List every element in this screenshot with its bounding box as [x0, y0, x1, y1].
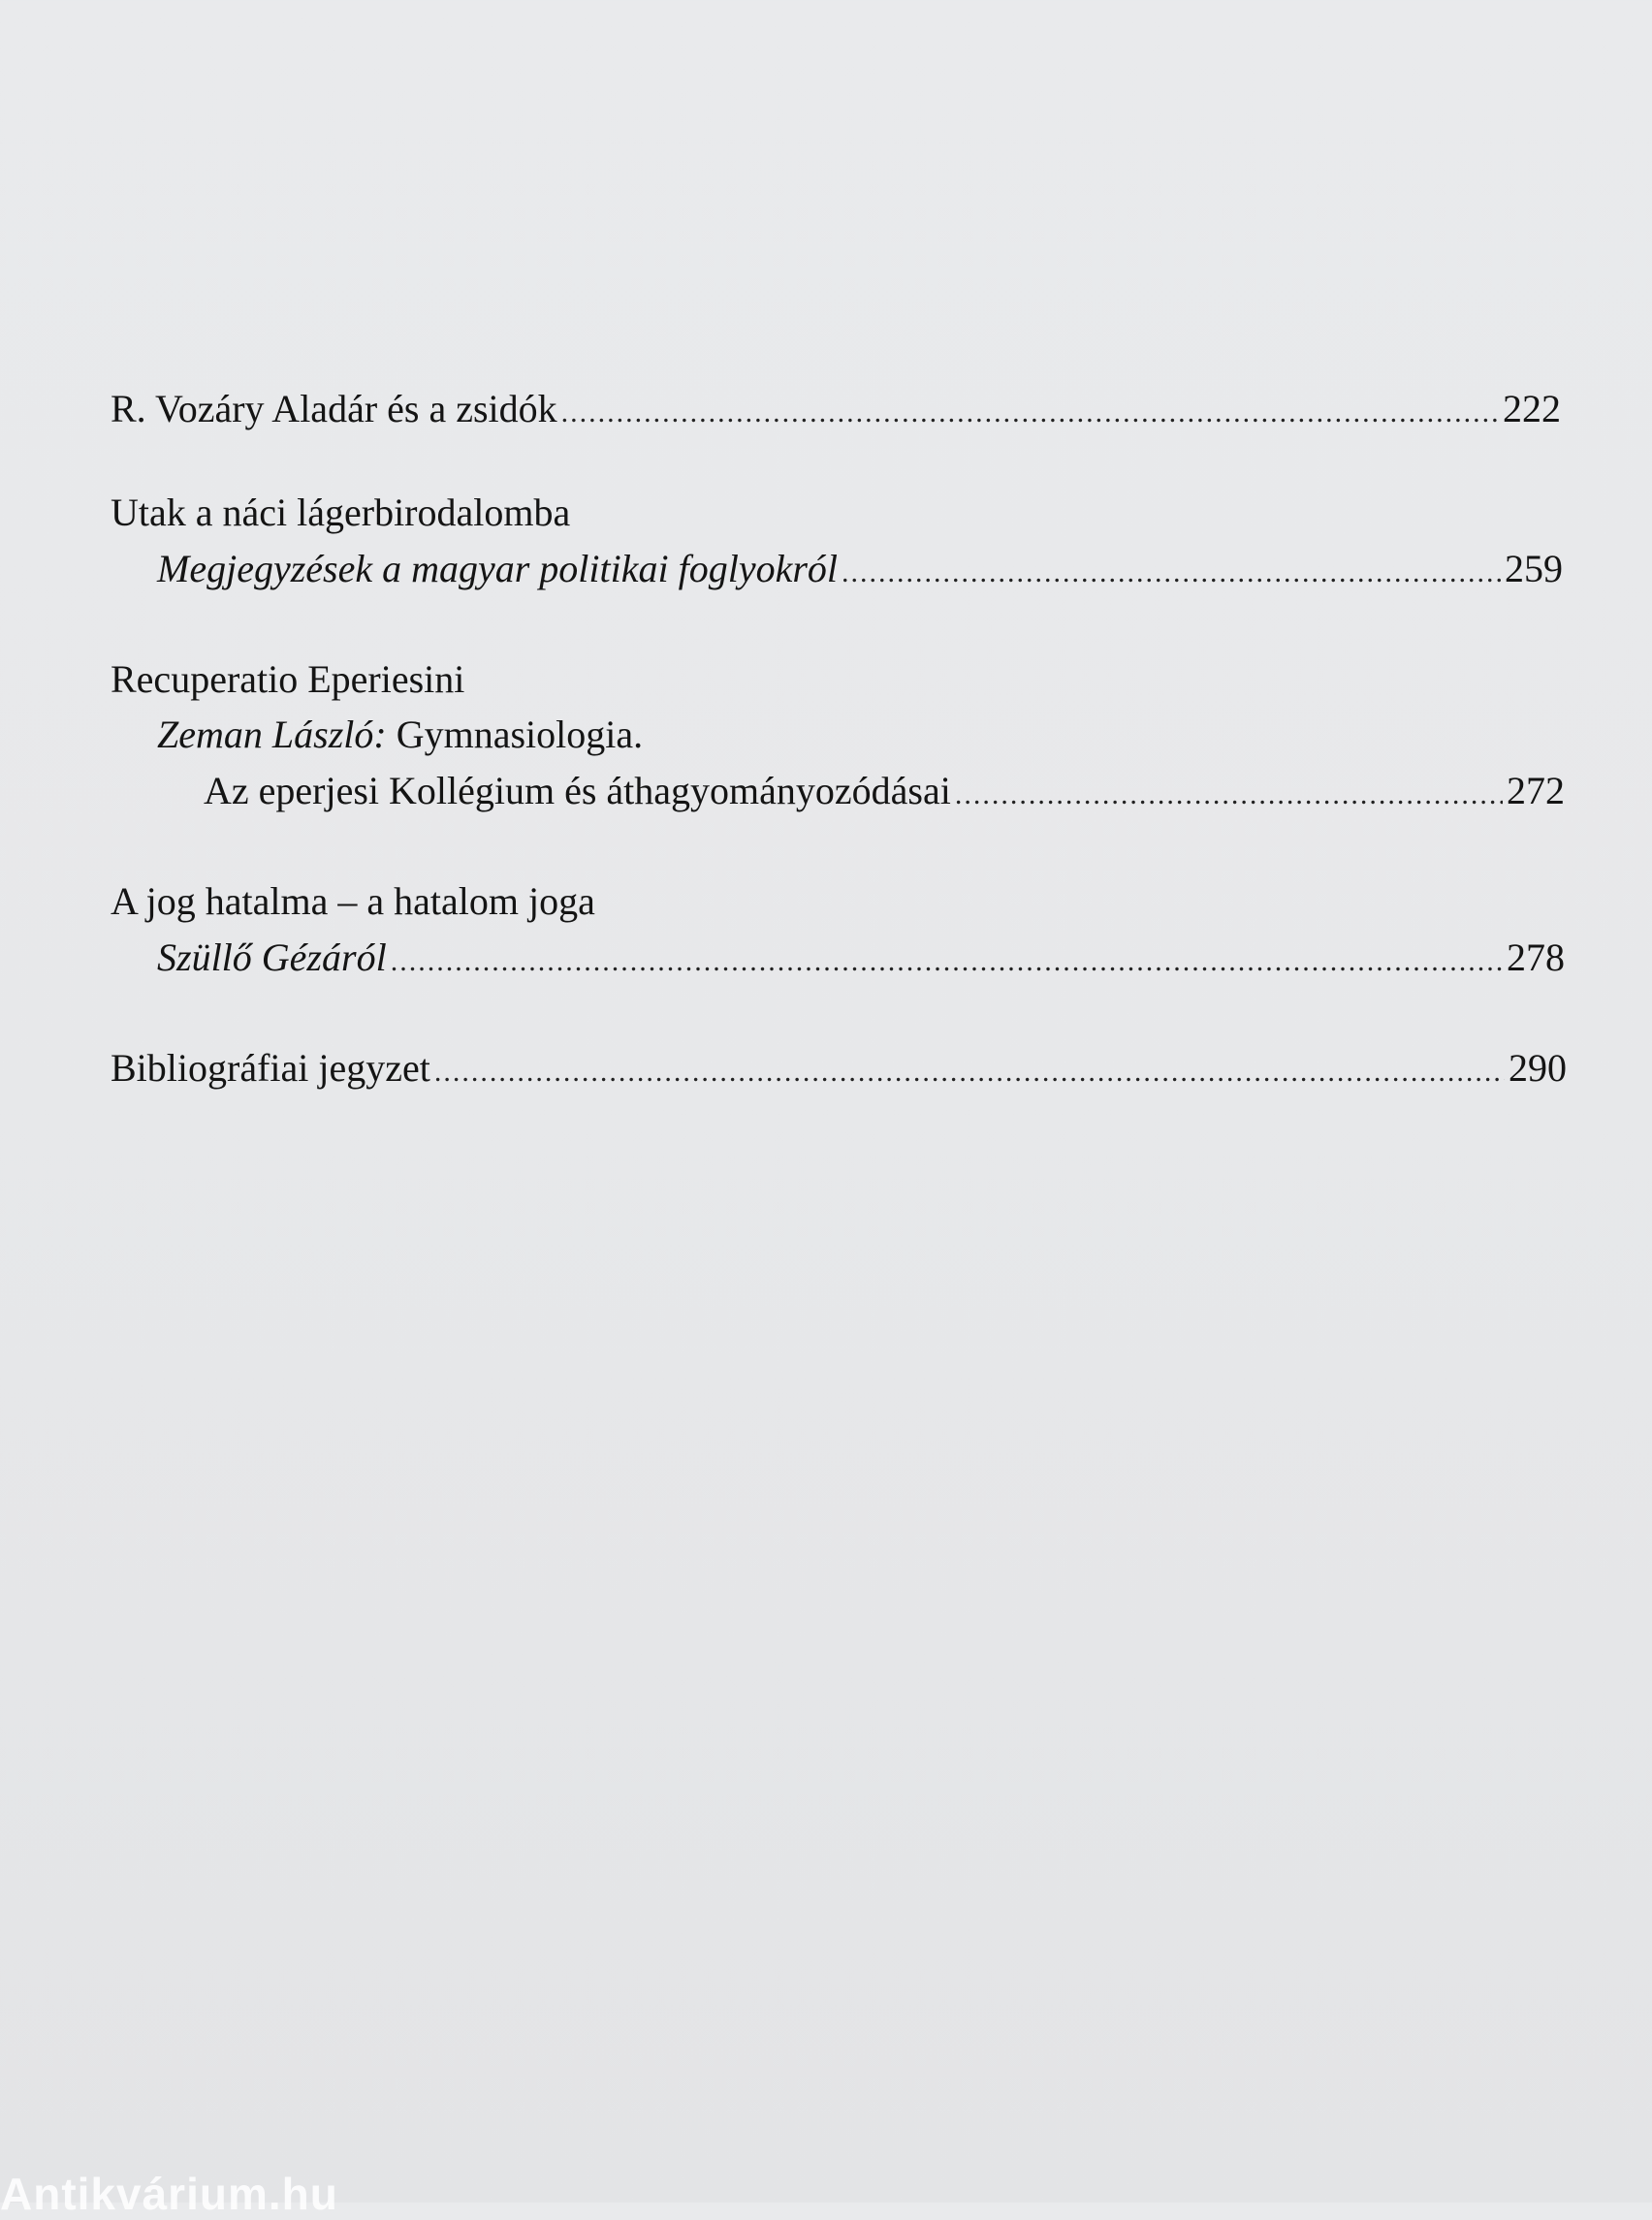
toc-entry-work: Gymnasiologia.: [386, 713, 644, 756]
toc-page-number: 259: [1505, 547, 1563, 590]
toc-entry-title: Bibliográfiai jegyzet: [111, 1046, 430, 1090]
toc-entry-bibliografia: [111, 1045, 1567, 1095]
toc-entry-title: Recuperatio Eperiesini: [111, 657, 465, 701]
toc-entry-eperjes: [204, 768, 1565, 818]
leader-dots: [391, 938, 1503, 985]
toc-entry-author-line: [157, 712, 643, 758]
show-through-text: [87, 1202, 1541, 1881]
toc-entry-subtitle: Szüllő Gézáról: [157, 936, 387, 979]
toc-entry-title: A jog hatalma – a hatalom joga: [111, 879, 595, 923]
toc-entry-naci-lager: [157, 546, 1563, 596]
toc-entry-author: Zeman László:: [157, 713, 387, 756]
toc-entry-szullo: [157, 935, 1565, 985]
toc-entry-title: Utak a náci lágerbirodalomba: [111, 491, 571, 534]
leader-dots: [842, 550, 1501, 596]
leader-dots: [955, 772, 1503, 818]
toc-page-number: 278: [1507, 936, 1565, 979]
toc-page-number: 272: [1507, 769, 1565, 812]
toc-entry-title: R. Vozáry Aladár és a zsidók: [111, 387, 557, 430]
toc-entry-work-cont: Az eperjesi Kollégium és áthagyományozódásai: [204, 769, 951, 812]
leader-dots: [561, 390, 1499, 436]
leader-dots: [434, 1049, 1505, 1095]
toc-entry-vozary: [111, 386, 1561, 436]
toc-page-number: 222: [1503, 387, 1561, 430]
toc-page-number: 290: [1509, 1046, 1567, 1090]
toc-entry-subtitle: Megjegyzések a magyar politikai foglyokról: [157, 547, 839, 590]
watermark: Antikvárium.hu: [0, 2169, 338, 2219]
